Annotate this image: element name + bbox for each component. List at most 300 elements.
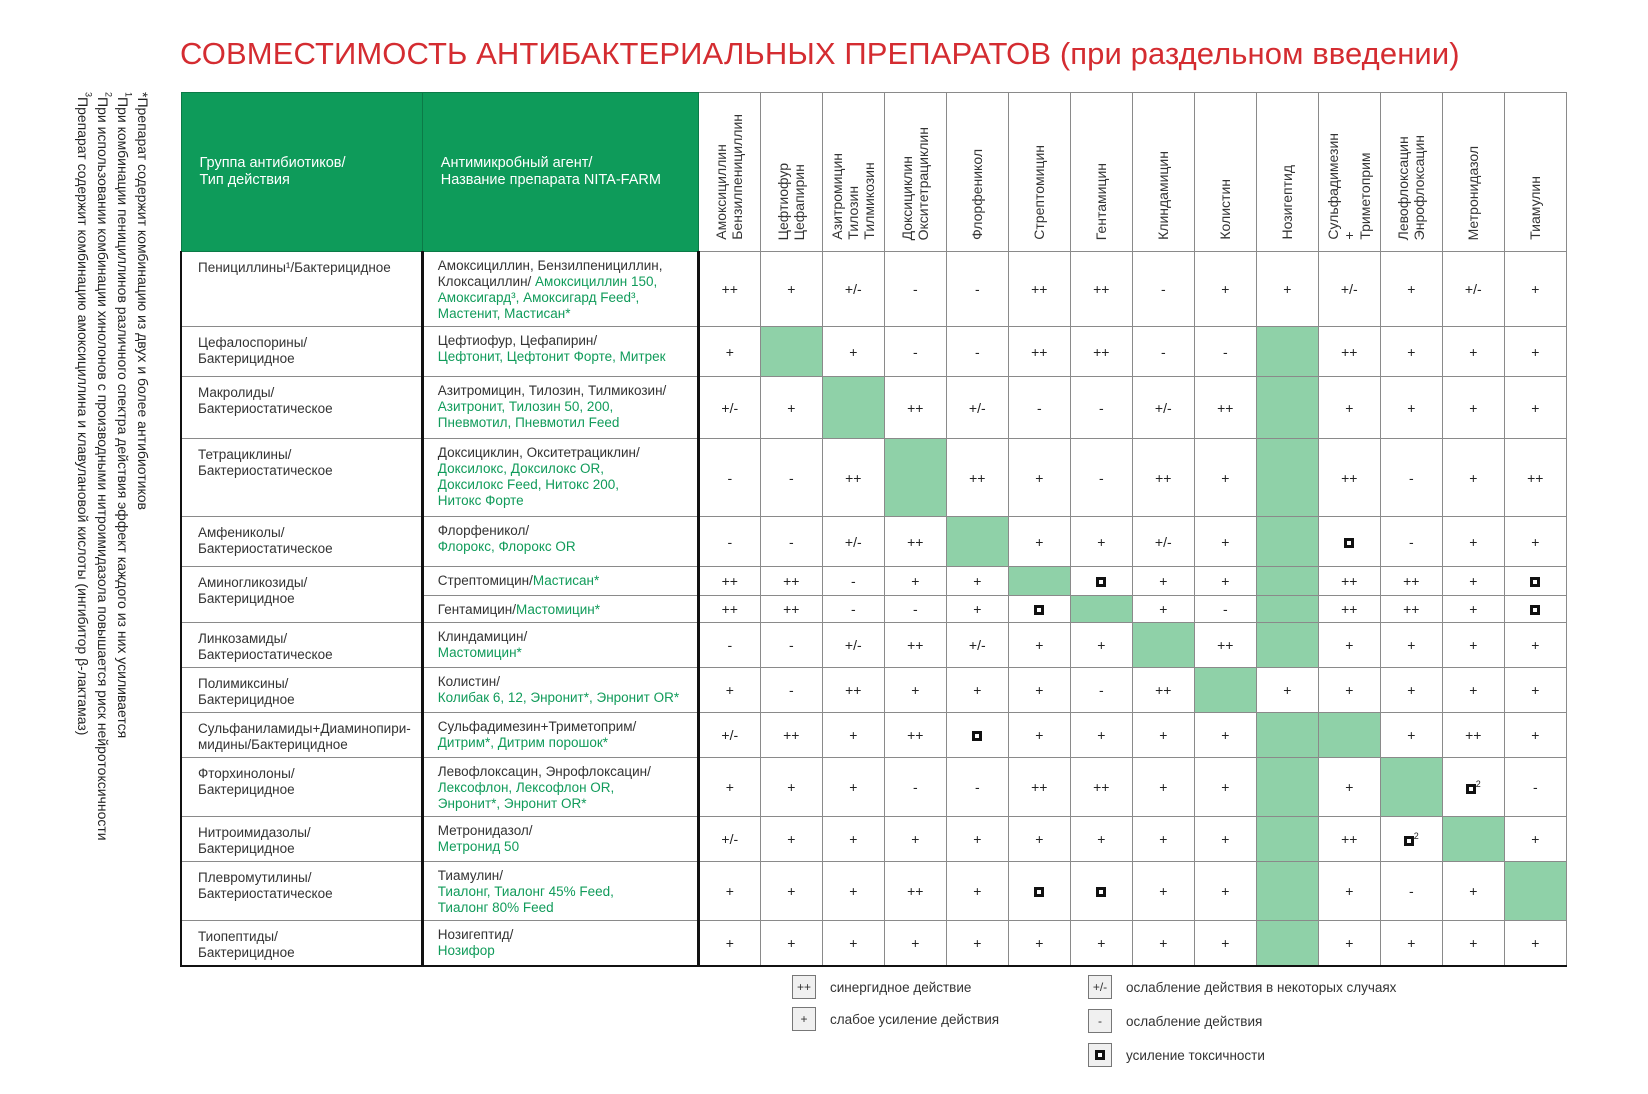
product-names: Лексофлон, Лексофлон OR, Энронит*, Энронит OR*	[437, 780, 615, 811]
agent-cell	[422, 327, 698, 377]
table-row	[181, 517, 1566, 567]
group-cell: Аминогликозиды/ Бактерицидное	[181, 567, 422, 623]
compatibility-cell: +	[1132, 862, 1194, 921]
compatibility-cell: +	[946, 668, 1008, 713]
compatibility-cell: +	[698, 758, 760, 817]
compatibility-cell: ++	[1008, 327, 1070, 377]
compatibility-cell: -	[822, 596, 884, 623]
compatibility-cell	[1256, 517, 1318, 567]
product-names: Мастомицин*	[516, 602, 600, 617]
compatibility-cell	[1008, 596, 1070, 623]
compatibility-cell: -	[946, 327, 1008, 377]
drug-header-label: Колистин	[1217, 179, 1234, 240]
compatibility-cell	[1504, 567, 1566, 596]
product-names: Нозифор	[437, 943, 495, 958]
drug-column-header	[1318, 93, 1380, 252]
toxicity-icon	[972, 731, 982, 741]
compatibility-cell: +	[1194, 921, 1256, 967]
compatibility-cell: +	[1442, 567, 1504, 596]
compatibility-cell: +	[1504, 921, 1566, 967]
compatibility-cell: +	[1442, 921, 1504, 967]
drug-column-header	[822, 93, 884, 252]
drug-header-label: Стрептомицин	[1031, 145, 1048, 240]
compatibility-cell: -	[1194, 327, 1256, 377]
footnote-3: $^3$Препарат содержит комбинацию амоксициллина и клавулановой кислоты (ингибитор β-лактамаз)	[75, 92, 94, 736]
agent-cell	[422, 596, 698, 623]
toxicity-icon	[1096, 887, 1106, 897]
compatibility-cell: +	[884, 817, 946, 862]
table-row	[181, 377, 1566, 439]
toxicity-icon	[1466, 784, 1476, 794]
compatibility-cell: +	[698, 668, 760, 713]
compatibility-cell: +/-	[822, 623, 884, 668]
compatibility-cell	[1256, 862, 1318, 921]
page-title: СОВМЕСТИМОСТЬ АНТИБАКТЕРИАЛЬНЫХ ПРЕПАРАТОВ (при раздельном введении)	[180, 36, 1460, 71]
compatibility-cell: +	[1008, 668, 1070, 713]
compatibility-cell: +	[1442, 623, 1504, 668]
compatibility-cell: +	[1070, 623, 1132, 668]
compatibility-cell: ++	[822, 668, 884, 713]
compatibility-cell: +	[1008, 517, 1070, 567]
product-names: Азитронит, Тилозин 50, 200, Пневмотил, Пневмотил Feed	[437, 399, 620, 430]
compatibility-cell: -	[1380, 862, 1442, 921]
compatibility-cell: ++	[1318, 567, 1380, 596]
compatibility-cell: +	[1504, 817, 1566, 862]
agent-column-header: Антимикробный агент/ Название препарата NITA-FARM	[422, 93, 698, 252]
compatibility-cell: +	[884, 668, 946, 713]
compatibility-cell	[1070, 567, 1132, 596]
compatibility-cell: +/-	[946, 377, 1008, 439]
compatibility-cell: +	[698, 862, 760, 921]
group-cell: Амфениколы/ Бактериостатическое	[181, 517, 422, 567]
compatibility-cell: +/-	[1132, 377, 1194, 439]
compatibility-cell: +	[884, 567, 946, 596]
compatibility-cell: +	[1318, 862, 1380, 921]
compatibility-cell: +	[1504, 327, 1566, 377]
compatibility-cell: +	[1008, 623, 1070, 668]
compatibility-cell	[1442, 758, 1504, 817]
compatibility-cell: +	[1008, 439, 1070, 517]
table-row	[181, 252, 1566, 327]
compatibility-cell: +	[822, 327, 884, 377]
compatibility-cell: +	[1380, 377, 1442, 439]
compatibility-cell: +	[1132, 921, 1194, 967]
compatibility-cell: +/-	[822, 252, 884, 327]
footnote-1: $^1$При комбинации пенициллинов различного спектра действия эффект каждого из них усиливается	[115, 92, 134, 739]
compatibility-cell: ++	[946, 439, 1008, 517]
compatibility-cell: ++	[760, 713, 822, 758]
compatibility-cell	[1504, 596, 1566, 623]
legend-symbol: +	[792, 1007, 816, 1031]
compatibility-cell: +	[1194, 758, 1256, 817]
compatibility-cell: +	[1008, 921, 1070, 967]
agent-cell	[422, 377, 698, 439]
toxicity-icon	[1034, 605, 1044, 615]
compatibility-cell: -	[698, 439, 760, 517]
compatibility-cell: +	[1380, 921, 1442, 967]
drug-header-label: Доксициклин Окситетрациклин	[899, 126, 932, 240]
compatibility-cell: ++	[760, 567, 822, 596]
drug-header-label: Левофлоксацин Энрофлоксацин	[1395, 134, 1428, 240]
agent-cell	[422, 623, 698, 668]
compatibility-cell: ++	[1318, 327, 1380, 377]
compatibility-cell: -	[1132, 252, 1194, 327]
agent-name: Клиндамицин/	[437, 629, 528, 644]
compatibility-cell: +	[1132, 713, 1194, 758]
compatibility-cell	[1256, 377, 1318, 439]
compatibility-cell: -	[1070, 668, 1132, 713]
compatibility-cell: +	[1256, 252, 1318, 327]
compatibility-cell: +	[822, 817, 884, 862]
table-row	[181, 758, 1566, 817]
drug-column-header	[1442, 93, 1504, 252]
compatibility-cell: ++	[884, 517, 946, 567]
compatibility-cell: ++	[884, 862, 946, 921]
legend-item	[1088, 975, 1396, 999]
compatibility-cell: +	[1504, 252, 1566, 327]
drug-column-header	[1008, 93, 1070, 252]
group-cell: Пенициллины¹/Бактерицидное	[181, 252, 422, 327]
compatibility-cell: +	[1318, 377, 1380, 439]
compatibility-cell: +	[1070, 517, 1132, 567]
compatibility-cell: +/-	[698, 377, 760, 439]
agent-cell	[422, 668, 698, 713]
compatibility-cell: -	[1132, 327, 1194, 377]
compatibility-cell: +	[760, 921, 822, 967]
toxicity-icon	[1530, 605, 1540, 615]
compatibility-cell: +	[1194, 817, 1256, 862]
product-names: Колибак 6, 12, Энронит*, Энронит OR*	[437, 690, 680, 705]
legend-item	[1088, 1009, 1262, 1033]
compatibility-cell: +	[1318, 758, 1380, 817]
compatibility-cell: ++	[1318, 439, 1380, 517]
legend-symbol: +/-	[1088, 975, 1112, 999]
compatibility-cell: +	[822, 921, 884, 967]
compatibility-cell	[946, 713, 1008, 758]
compatibility-cell: +	[946, 817, 1008, 862]
toxicity-icon	[1096, 577, 1106, 587]
drug-header-label: Нозигептид	[1279, 165, 1296, 240]
drug-column-header	[1132, 93, 1194, 252]
table-row	[181, 439, 1566, 517]
compatibility-cell: -	[884, 596, 946, 623]
compatibility-cell: -	[822, 567, 884, 596]
compatibility-cell: +	[1070, 713, 1132, 758]
group-cell: Линкозамиды/ Бактериостатическое	[181, 623, 422, 668]
table-row	[181, 817, 1566, 862]
compatibility-cell: +	[1442, 439, 1504, 517]
compatibility-cell: ++	[1132, 668, 1194, 713]
compatibility-cell: +	[1504, 713, 1566, 758]
compatibility-cell: -	[1070, 377, 1132, 439]
compatibility-cell: +	[1194, 862, 1256, 921]
group-column-header: Группа антибиотиков/ Тип действия	[181, 93, 422, 252]
compatibility-cell: -	[1194, 596, 1256, 623]
compatibility-cell: ++	[1318, 596, 1380, 623]
footnote-2: $^2$При использовании комбинации хинолонов с производными нитроимидазола повышается риск нейротоксичности	[95, 92, 114, 841]
compatibility-cell	[1132, 623, 1194, 668]
product-names: Дитрим*, Дитрим порошок*	[437, 735, 609, 750]
compatibility-cell: -	[1070, 439, 1132, 517]
compatibility-cell: +	[760, 862, 822, 921]
group-cell: Тетрациклины/ Бактериостатическое	[181, 439, 422, 517]
compatibility-cell	[1380, 758, 1442, 817]
compatibility-cell: -	[1380, 517, 1442, 567]
drug-header-label: Флорфеникол	[969, 149, 986, 240]
compatibility-cell: +	[946, 596, 1008, 623]
compatibility-cell: +	[1194, 567, 1256, 596]
agent-cell	[422, 758, 698, 817]
drug-column-header	[1194, 93, 1256, 252]
agent-cell	[422, 439, 698, 517]
legend-label: ослабление действия	[1126, 1013, 1263, 1029]
compatibility-cell: ++	[1132, 439, 1194, 517]
compatibility-cell: +	[1380, 327, 1442, 377]
compatibility-cell: -	[1380, 439, 1442, 517]
table-row	[181, 921, 1566, 967]
toxicity-icon	[1034, 887, 1044, 897]
toxicity-icon	[1404, 836, 1414, 846]
compatibility-cell: +	[946, 862, 1008, 921]
compatibility-cell: +	[1380, 252, 1442, 327]
drug-column-header	[1256, 93, 1318, 252]
compatibility-cell: +	[822, 713, 884, 758]
compatibility-cell: ++	[1504, 439, 1566, 517]
footnote-marker: 2	[1413, 830, 1419, 841]
agent-cell	[422, 921, 698, 967]
product-names: Тиалонг, Тиалонг 45% Feed, Тиалонг 80% Feed	[437, 884, 614, 915]
compatibility-cell: +	[1442, 517, 1504, 567]
agent-name: Сульфадимезин+Триметоприм/	[437, 719, 637, 734]
compatibility-cell: ++	[1380, 567, 1442, 596]
compatibility-cell: ++	[1070, 758, 1132, 817]
agent-name: Левофлоксацин, Энрофлоксацин/	[437, 764, 651, 779]
agent-name: Метронидазол/	[437, 823, 533, 838]
compatibility-cell: +	[1442, 377, 1504, 439]
compatibility-cell	[1008, 567, 1070, 596]
legend-symbol: -	[1088, 1009, 1112, 1033]
compatibility-cell: +	[1070, 817, 1132, 862]
table-row	[181, 623, 1566, 668]
compatibility-cell: +	[1380, 623, 1442, 668]
group-cell: Фторхинолоны/ Бактерицидное	[181, 758, 422, 817]
compatibility-cell: +/-	[1318, 252, 1380, 327]
compatibility-cell: -	[1504, 758, 1566, 817]
compatibility-cell: ++	[1318, 817, 1380, 862]
table-row	[181, 713, 1566, 758]
compatibility-cell: +/-	[698, 817, 760, 862]
compatibility-cell: +	[1318, 921, 1380, 967]
drug-header-label: Амоксициллин Бензилпенициллин	[713, 114, 746, 240]
group-cell: Полимиксины/ Бактерицидное	[181, 668, 422, 713]
agent-name: Амоксициллин, Бензилпенициллин, Клоксациллин/	[437, 258, 663, 289]
agent-cell	[422, 517, 698, 567]
compatibility-cell: +	[1194, 439, 1256, 517]
compatibility-cell: -	[946, 252, 1008, 327]
compatibility-cell: +/-	[1132, 517, 1194, 567]
legend-symbol	[1088, 1043, 1112, 1067]
agent-cell	[422, 567, 698, 596]
drug-header-label: Сульфадимезин + Триметоприм	[1325, 133, 1374, 240]
agent-cell	[422, 862, 698, 921]
compatibility-cell: +	[1504, 623, 1566, 668]
compatibility-cell	[1256, 439, 1318, 517]
agent-name: Стрептомицин/	[437, 573, 533, 588]
compatibility-cell: +/-	[822, 517, 884, 567]
drug-header-label: Клиндамицин	[1155, 151, 1172, 240]
drug-header-label: Цефтиофур Цефапирин	[775, 162, 808, 240]
compatibility-cell	[1008, 862, 1070, 921]
compatibility-cell: +	[760, 817, 822, 862]
drug-header-label: Азитромицин Тилозин Тилмикозин	[829, 153, 878, 240]
compatibility-cell: ++	[1070, 252, 1132, 327]
agent-name: Гентамицин/	[437, 602, 516, 617]
compatibility-cell: +	[1132, 596, 1194, 623]
compatibility-cell: +	[1442, 668, 1504, 713]
compatibility-cell	[760, 327, 822, 377]
compatibility-cell: +	[1504, 668, 1566, 713]
compatibility-cell: +	[1132, 567, 1194, 596]
compatibility-cell: +	[698, 921, 760, 967]
compatibility-cell	[822, 377, 884, 439]
compatibility-cell: +	[1442, 862, 1504, 921]
compatibility-cell: -	[760, 517, 822, 567]
compatibility-cell: +	[1504, 517, 1566, 567]
product-names: Доксилокс, Доксилокс OR, Доксилокс Feed, Нитокс 200, Нитокс Форте	[437, 461, 619, 508]
compatibility-cell: ++	[1008, 252, 1070, 327]
compatibility-cell: ++	[884, 623, 946, 668]
legend-label: синергидное действие	[830, 979, 972, 995]
compatibility-cell	[1256, 758, 1318, 817]
compatibility-cell: +	[946, 921, 1008, 967]
drug-column-header	[946, 93, 1008, 252]
product-names: Мастисан*	[532, 573, 600, 588]
compatibility-cell: -	[760, 668, 822, 713]
toxicity-icon	[1530, 577, 1540, 587]
compatibility-cell	[1070, 862, 1132, 921]
compatibility-cell: -	[698, 623, 760, 668]
legend-symbol: ++	[792, 975, 816, 999]
group-cell: Макролиды/ Бактериостатическое	[181, 377, 422, 439]
compatibility-cell	[1256, 921, 1318, 967]
drug-column-header	[698, 93, 760, 252]
drug-column-header	[884, 93, 946, 252]
toxicity-icon	[1095, 1050, 1105, 1060]
compatibility-cell: +	[1504, 377, 1566, 439]
group-cell: Нитроимидазолы/ Бактерицидное	[181, 817, 422, 862]
footnote-marker: 2	[1475, 778, 1481, 789]
compatibility-cell: ++	[822, 439, 884, 517]
compatibility-cell: ++	[884, 377, 946, 439]
compatibility-cell: +	[1442, 596, 1504, 623]
compatibility-cell: ++	[698, 567, 760, 596]
compatibility-cell: ++	[1194, 623, 1256, 668]
compatibility-table	[180, 92, 1567, 967]
compatibility-cell	[1380, 817, 1442, 862]
table-row	[181, 668, 1566, 713]
compatibility-cell: +	[698, 327, 760, 377]
drug-column-header	[1504, 93, 1566, 252]
compatibility-cell: +	[1256, 668, 1318, 713]
compatibility-cell: +/-	[698, 713, 760, 758]
drug-header-label: Гентамицин	[1093, 162, 1110, 240]
compatibility-cell	[1318, 517, 1380, 567]
agent-name: Колистин/	[437, 674, 500, 689]
compatibility-cell: +/-	[1442, 252, 1504, 327]
agent-name: Нозигептид/	[437, 927, 514, 942]
legend-item	[792, 1007, 999, 1031]
agent-cell	[422, 252, 698, 327]
compatibility-cell	[1070, 596, 1132, 623]
compatibility-cell: -	[884, 327, 946, 377]
product-names: Мастомицин*	[437, 645, 522, 660]
compatibility-cell	[1194, 668, 1256, 713]
compatibility-cell: +	[946, 567, 1008, 596]
compatibility-cell: +	[822, 862, 884, 921]
compatibility-cell	[1256, 817, 1318, 862]
drug-column-header	[1380, 93, 1442, 252]
compatibility-cell	[884, 439, 946, 517]
compatibility-cell: +	[884, 921, 946, 967]
agent-name: Доксициклин, Окситетрациклин/	[437, 445, 640, 460]
compatibility-cell: +	[760, 758, 822, 817]
compatibility-cell: ++	[698, 596, 760, 623]
compatibility-cell: +	[1194, 517, 1256, 567]
product-names: Цефтонит, Цефтонит Форте, Митрек	[437, 349, 666, 364]
legend-label: ослабление действия в некоторых случаях	[1126, 979, 1397, 995]
compatibility-cell: +	[1194, 252, 1256, 327]
compatibility-cell: +	[1380, 713, 1442, 758]
drug-header-label: Метронидазол	[1465, 145, 1482, 240]
compatibility-cell: -	[884, 252, 946, 327]
drug-column-header	[1070, 93, 1132, 252]
compatibility-cell: +	[1008, 713, 1070, 758]
compatibility-cell: ++	[1380, 596, 1442, 623]
product-names: Амоксициллин 150, Амоксигард³, Амоксигард Feed³, Мастенит, Мастисан*	[437, 274, 658, 321]
compatibility-cell: -	[760, 439, 822, 517]
header-row	[181, 93, 1566, 252]
drug-header-label: Тиамулин	[1527, 176, 1544, 240]
compatibility-cell: +	[1442, 327, 1504, 377]
table-row	[181, 862, 1566, 921]
compatibility-cell	[1504, 862, 1566, 921]
agent-name: Цефтиофур, Цефапирин/	[437, 333, 598, 348]
drug-column-header	[760, 93, 822, 252]
compatibility-cell: ++	[1070, 327, 1132, 377]
legend-item	[1088, 1043, 1265, 1067]
compatibility-cell: +	[760, 377, 822, 439]
toxicity-icon	[1344, 538, 1354, 548]
compatibility-cell: +	[760, 252, 822, 327]
agent-name: Флорфеникол/	[437, 523, 530, 538]
group-cell: Плевромутилины/ Бактериостатическое	[181, 862, 422, 921]
compatibility-cell	[1256, 623, 1318, 668]
group-cell: Цефалоспорины/ Бактерицидное	[181, 327, 422, 377]
agent-cell	[422, 817, 698, 862]
legend-item	[792, 975, 971, 999]
compatibility-cell: -	[946, 758, 1008, 817]
footnotes	[75, 92, 155, 1002]
footnote-0: *Препарат содержит комбинацию из двух и более антибиотиков	[135, 92, 151, 510]
compatibility-cell: ++	[760, 596, 822, 623]
compatibility-cell: ++	[698, 252, 760, 327]
compatibility-cell	[1256, 596, 1318, 623]
group-cell: Тиопептиды/ Бактерицидное	[181, 921, 422, 967]
compatibility-cell: -	[760, 623, 822, 668]
compatibility-cell	[1256, 327, 1318, 377]
legend-label: усиление токсичности	[1126, 1047, 1265, 1063]
compatibility-cell: ++	[884, 713, 946, 758]
